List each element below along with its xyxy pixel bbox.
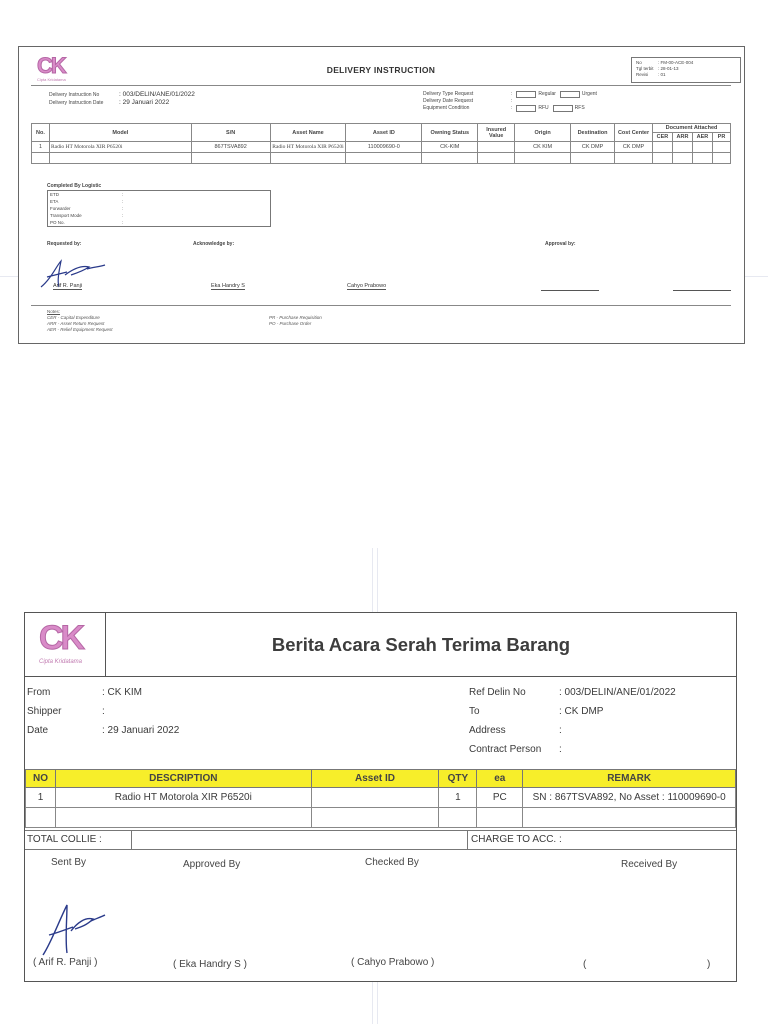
form1-header [31, 55, 731, 85]
col-header: Cost Center [615, 124, 653, 142]
signature-image [37, 899, 107, 959]
rfu-label: RFU [538, 105, 549, 111]
col-header: Insured Value [478, 124, 515, 142]
logistic-box: ETD : ETA : Forwarder : Transport Mode : PO No. : [47, 190, 271, 227]
from-value: : CK KIM [102, 687, 143, 698]
col-header: Model [49, 124, 191, 142]
received-close-paren: ) [707, 959, 711, 970]
note-line: PO - Purchase Order [269, 321, 312, 326]
form2-title: Berita Acara Serah Terima Barang [271, 634, 571, 655]
cell-no: 1 [32, 142, 50, 153]
cell-asset-id: 110009690-0 [346, 142, 422, 153]
type-request-label: Delivery Type Request [423, 91, 474, 97]
cell-qty: 1 [439, 788, 477, 808]
col-header: Asset ID [311, 770, 439, 788]
instruction-date-label: Delivery Instruction Date [49, 100, 104, 106]
date-value: : 29 Januari 2022 [102, 725, 180, 736]
signer-name: Eka Handry S [211, 283, 245, 289]
received-open-paren: ( [583, 959, 587, 970]
cell-model: Radio HT Motorola XIR P6520i [49, 142, 191, 153]
logo-mark: CK [37, 53, 65, 78]
col-header: Origin [515, 124, 571, 142]
receiver-meta [469, 683, 676, 759]
rfs-label: RFS [574, 105, 585, 111]
signer-name: ( Cahyo Prabowo ) [351, 957, 435, 968]
form2-header [25, 613, 736, 677]
col-header: REMARK [523, 770, 736, 788]
urgent-label: Urgent [581, 91, 597, 97]
cell-asset-name: Radio HT Motorola XIR P6520i [270, 142, 346, 153]
sender-meta [27, 683, 179, 740]
cell-cost-center: CK DMP [615, 142, 653, 153]
signer-name: Arif R. Panji [53, 283, 83, 289]
logo-mark: CK [39, 619, 83, 657]
logistic-field: ETA [50, 199, 59, 204]
instruction-no-label: Delivery Instruction No [49, 92, 100, 98]
date-request-label: Delivery Date Request [423, 98, 474, 104]
signature-line [541, 290, 599, 291]
doc-info-key: Revisi [636, 72, 649, 77]
total-collie-label: TOTAL COLLIE : [27, 834, 102, 845]
cell-unit: PC [477, 788, 523, 808]
sent-by-label: Sent By [51, 857, 87, 868]
requested-by-label: Requested by: [47, 241, 82, 247]
handover-receipt-form [24, 612, 737, 982]
instruction-date-value: : 29 Januari 2022 [119, 99, 170, 106]
approved-by-label: Approved By [183, 859, 241, 870]
doc-attached-header: Document Attached [653, 124, 731, 133]
signer-name: ( Eka Handry S ) [173, 959, 247, 970]
divider [31, 305, 731, 306]
doc-info-key: No [636, 60, 642, 65]
logistic-field: PO No. [50, 220, 65, 225]
note-line: CER - Capital Expenditure [47, 315, 100, 320]
to-label: To [469, 706, 480, 717]
col-header: QTY [439, 770, 477, 788]
equipment-condition-label: Equipment Condition [423, 105, 470, 111]
doc-attached-col: ARR [672, 133, 692, 142]
doc-info-key: Tgl terbit [636, 66, 654, 71]
handover-items-table [25, 769, 736, 828]
cell-aer [692, 142, 712, 153]
doc-info-value: : 01 [658, 72, 666, 77]
table-row [32, 142, 731, 153]
instruction-meta [49, 91, 195, 107]
doc-attached-col: AER [692, 133, 712, 142]
signer-name: Cahyo Prabowo [347, 283, 387, 289]
logistic-section [47, 183, 271, 227]
notes-right [269, 315, 322, 327]
cell-asset-id [311, 788, 439, 808]
col-header: NO [26, 770, 56, 788]
from-label: From [27, 687, 51, 698]
to-value: : CK DMP [559, 706, 604, 717]
delivery-request-meta: Delivery Type Request : Regular Urgent Delivery Date Request : Equipment Condition : RFU RFS [423, 91, 597, 111]
date-label: Date [27, 725, 49, 736]
regular-checkbox[interactable] [516, 91, 536, 98]
logistic-title: Completed By Logistic [47, 183, 102, 189]
table-row-empty [32, 153, 731, 164]
logistic-field: ETD [50, 192, 59, 197]
table-row-empty [26, 808, 736, 828]
cell-arr [672, 142, 692, 153]
notes-title: Notes: [47, 309, 61, 314]
delivery-items-table [31, 123, 731, 164]
approval-by-label: Approval by: [545, 241, 576, 247]
charge-to-acc-label: CHARGE TO ACC. : [471, 834, 562, 845]
ref-value: : 003/DELIN/ANE/01/2022 [559, 687, 676, 698]
shipper-label: Shipper [27, 706, 62, 717]
company-logo [37, 55, 79, 85]
ref-label: Ref Delin No [469, 687, 526, 698]
doc-attached-col: PR [712, 133, 730, 142]
cell-destination: CK DMP [571, 142, 615, 153]
col-header: No. [32, 124, 50, 142]
divider [31, 85, 731, 86]
rfu-checkbox[interactable] [516, 105, 536, 112]
address-label: Address [469, 725, 506, 736]
company-logo [25, 613, 106, 677]
cell-no: 1 [26, 788, 56, 808]
col-header: DESCRIPTION [55, 770, 311, 788]
contact-value: : [559, 744, 562, 755]
col-header: Asset ID [346, 124, 422, 142]
contact-label: Contract Person [469, 744, 542, 755]
col-header: ea [477, 770, 523, 788]
logistic-field: Transport Mode [50, 213, 82, 218]
cell-sn: 867TSVA892 [191, 142, 270, 153]
cell-remark: SN : 867TSVA892, No Asset : 110009690-0 [523, 788, 736, 808]
document-info-box [631, 57, 741, 83]
rfs-checkbox[interactable] [553, 105, 573, 112]
doc-info-value: : 28-01-13 [658, 66, 679, 71]
note-line: ARR - Asset Return Request [47, 321, 105, 326]
col-header: Destination [571, 124, 615, 142]
note-line: PR - Purchase Requisition [269, 315, 322, 320]
cell-description: Radio HT Motorola XIR P6520i [55, 788, 311, 808]
logo-tagline: Cipta Kridatama [39, 659, 83, 665]
cell-pr [712, 142, 730, 153]
cell-origin: CK KIM [515, 142, 571, 153]
cell-insured-value [478, 142, 515, 153]
checked-by-label: Checked By [365, 857, 419, 868]
received-by-label: Received By [621, 859, 678, 870]
address-value: : [559, 725, 562, 736]
table-row [26, 788, 736, 808]
signer-name: ( Arif R. Panji ) [33, 957, 98, 968]
logo-tagline: Cipta Kridatama [37, 77, 66, 82]
acknowledge-by-label: Acknowledge by: [193, 241, 235, 247]
cell-owning-status: CK-KIM [422, 142, 478, 153]
note-line: AER - Relief Equipment Request [47, 327, 113, 332]
logistic-field: Forwarder [50, 206, 71, 211]
totals-row [25, 830, 736, 850]
col-header: Asset Name [270, 124, 346, 142]
instruction-no-value: : 003/DELIN/ANE/01/2022 [119, 91, 195, 98]
col-header: Owning Status [422, 124, 478, 142]
cell-cer [653, 142, 673, 153]
urgent-checkbox[interactable] [560, 91, 580, 98]
doc-info-value: : FM-00-ACE-004 [658, 60, 694, 65]
delivery-instruction-form [18, 46, 745, 344]
col-header: S/N [191, 124, 270, 142]
notes-left [47, 309, 113, 333]
signature-line [673, 290, 731, 291]
doc-attached-col: CER [653, 133, 673, 142]
form1-title: DELIVERY INSTRUCTION [326, 65, 436, 75]
shipper-value: : [102, 706, 105, 717]
regular-label: Regular [538, 91, 556, 97]
